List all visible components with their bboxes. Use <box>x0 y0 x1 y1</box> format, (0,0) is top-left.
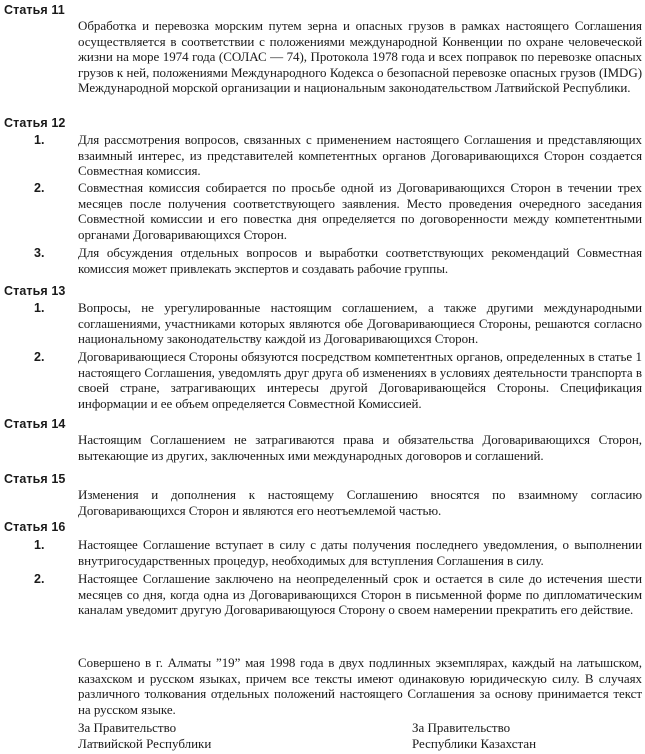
article-16-item-1-number: 1. <box>34 538 45 552</box>
article-11-body: Обработка и перевозка морским путем зерна и опасных грузов в рамках настоящего Соглашения осуществляется в соответствии с положениями международной Конвенции по охране человеческой жизни на море 1974 года (СОЛАС — 74), Протокола 1978 года и всех поправок по перевозке опасных грузов к ней, положениями Международного Кодекса о безопасной перевозке опасных грузов (IMDG) Международной морской организации и национальным законодательством Латвийской Республики. <box>78 18 642 96</box>
article-12-heading: Статья 12 <box>4 116 66 130</box>
article-14-heading: Статья 14 <box>4 417 66 431</box>
article-12-item-2-number: 2. <box>34 181 45 195</box>
article-15-body: Изменения и дополнения к настоящему Соглашению вносятся по взаимному согласию Договаривающихся Сторон и являются его неотъемлемой частью. <box>78 487 642 518</box>
article-12-item-1-number: 1. <box>34 133 45 147</box>
article-13-item-2-text: Договаривающиеся Стороны обязуются посредством компетентных органов, определенных в статье 1 настоящего Соглашения, уведомлять друг друга об изменениях в условиях деятельности транспорта в своей стране, затрагивающих интересы другой Договаривающейся Стороны. Спецификация информации и ее объем определяется Совместной Комиссией. <box>78 349 642 411</box>
article-12-item-1-text: Для рассмотрения вопросов, связанных с применением настоящего Соглашения и представляющих взаимный интерес, из представителей компетентных органов Договаривающихся Сторон создается Совместная комиссия. <box>78 132 642 179</box>
article-13-item-1-text: Вопросы, не урегулированные настоящим соглашением, а также другими международными соглашениями, участниками которых являются обе Договаривающиеся Стороны, решаются согласно национальному законодательству каждой из Договаривающихся Сторон. <box>78 300 642 347</box>
article-14-body: Настоящим Соглашением не затрагиваются права и обязательства Договаривающихся Сторон, вытекающие из других, заключенных ими международных договоров и соглашений. <box>78 432 642 463</box>
article-13-heading: Статья 13 <box>4 284 66 298</box>
article-13-item-1-number: 1. <box>34 301 45 315</box>
article-16-item-1-text: Настоящее Соглашение вступает в силу с даты получения последнего уведомления, о выполнении внутригосударственных процедур, необходимых для вступления Соглашения в силу. <box>78 537 642 568</box>
article-12-item-3-number: 3. <box>34 246 45 260</box>
signature-left-line-2: Латвийской Республики <box>78 735 212 751</box>
article-16-heading: Статья 16 <box>4 520 66 534</box>
article-11-heading: Статья 11 <box>4 3 65 17</box>
article-16-item-2-text: Настоящее Соглашение заключено на неопределенный срок и остается в силе до истечения шести месяцев со дня, когда одна из Договаривающихся Сторон в письменной форме по дипломатическим каналам уведомит другую Договаривающуюся Сторону о своем намерении прекратить его действие. <box>78 571 642 618</box>
signature-right-line-1: За Правительство <box>412 720 511 735</box>
article-15-heading: Статья 15 <box>4 472 66 486</box>
article-12-item-2-text: Совместная комиссия собирается по просьбе одной из Договаривающихся Сторон в течении трех месяцев после получения соответствующего заявления. Место проведения очередного заседания Совместной комиссии и его повестка дня определяется по договоренности между компетентными органами Договаривающихся Сторон. <box>78 180 642 242</box>
article-12-item-3-text: Для обсуждения отдельных вопросов и выработки соответствующих рекомендаций Совместная комиссия может привлекать экспертов и создавать рабочие группы. <box>78 245 642 276</box>
signature-block-latvia <box>78 720 211 751</box>
signature-left-line-1: За Правительство <box>78 720 177 735</box>
closing-paragraph: Совершено в г. Алматы ”19” мая 1998 года в двух подлинных экземплярах, каждый на латышском, казахском и русском языках, причем все тексты имеют одинаковую юридическую силу. В случаях различного толкования отдельных положений настоящего Соглашения за основу принимается текст на русском языке. <box>78 655 642 717</box>
signature-block-kazakhstan <box>412 720 536 751</box>
article-13-item-2-number: 2. <box>34 350 45 364</box>
signature-right-line-2: Республики Казахстан <box>412 735 537 751</box>
article-16-item-2-number: 2. <box>34 572 45 586</box>
